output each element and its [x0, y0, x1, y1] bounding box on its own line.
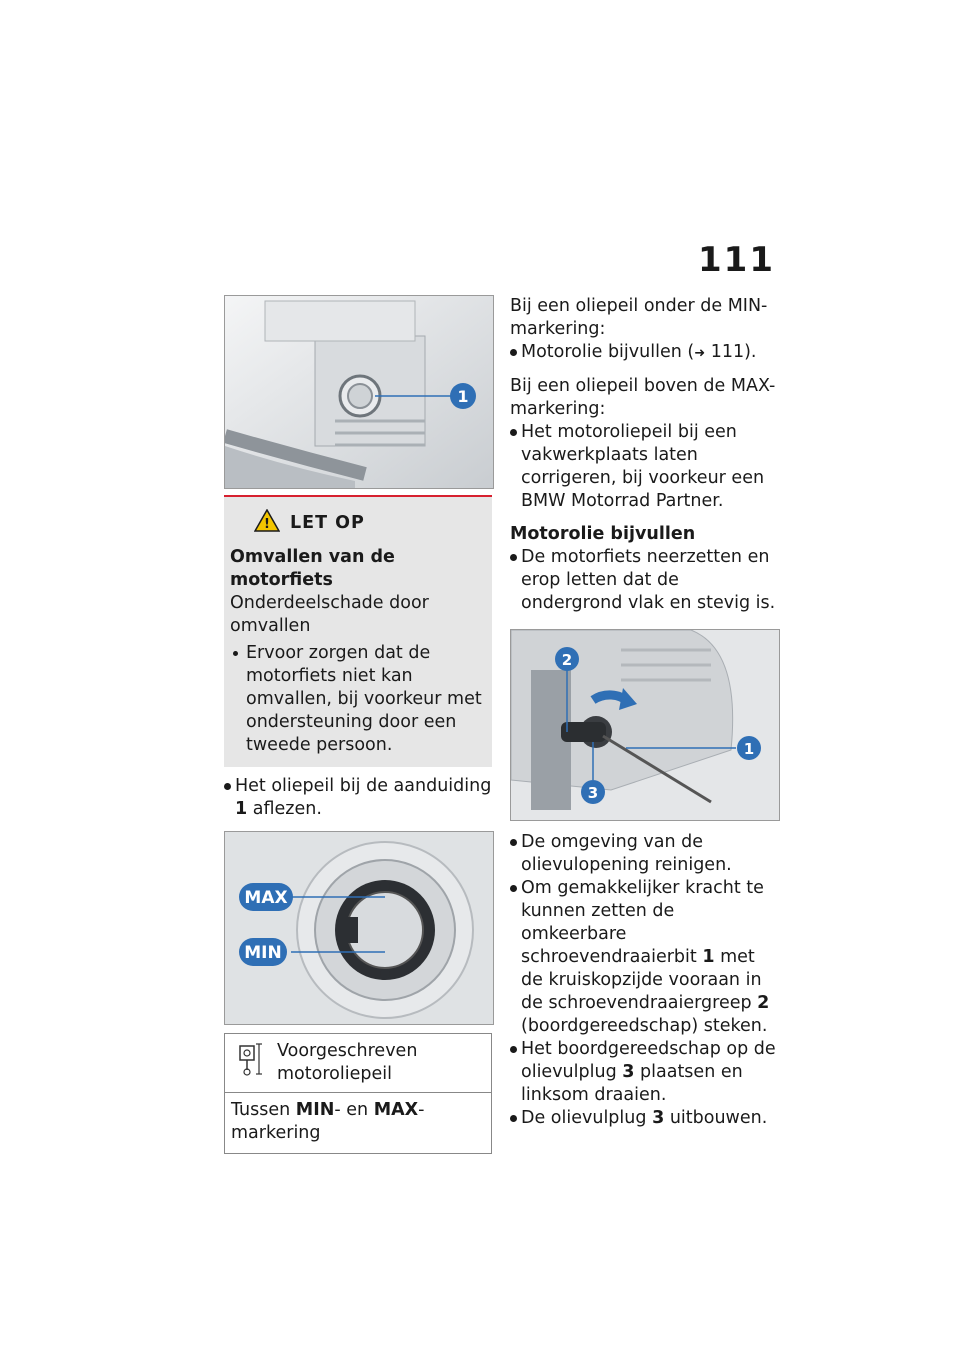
step3-a: Om gemakkelijker kracht te kunnen zetten de omkeerbare schroevendraaierbit [521, 878, 764, 967]
page-number: 111 [698, 240, 775, 280]
filler-plug-figure [510, 629, 780, 821]
step-insert-bit [510, 877, 782, 1038]
warning-panel [224, 495, 492, 767]
spec-value-pre: Tussen [231, 1100, 291, 1120]
spec-label: Voorgeschreven motoroliepeil [277, 1041, 418, 1084]
warning-title: LET OP [290, 512, 365, 533]
min-label: MIN [244, 943, 282, 963]
step3-ref2: 2 [757, 993, 770, 1013]
fig1-callout: 1 [457, 387, 469, 406]
step-park: De motorfiets neerzetten en erop letten dat de ondergrond vlak en stevig is. [510, 546, 782, 615]
step5-ref: 3 [652, 1108, 665, 1128]
spec-value [225, 1093, 491, 1153]
step5-a: De olievulplug [521, 1108, 647, 1128]
step-turn-plug [510, 1038, 782, 1107]
below-min-action [510, 341, 782, 365]
spec-table [224, 1033, 492, 1154]
step3-b: met de kruiskopzijde vooraan in de schroevendraaiergreep [521, 947, 762, 1013]
step-remove-plug [510, 1107, 782, 1130]
above-max-action: Het motoroliepeil bij een vakwerkplaats laten corrigeren, bij voorkeur een BMW Motorrad Partner. [510, 421, 782, 513]
step4-a: Het boordgereedschap op de olievulplug [521, 1039, 776, 1082]
sightglass-closeup-figure [224, 831, 494, 1025]
warning-bullet: Ervoor zorgen dat de motorfiets niet kan omvallen, bij voorkeur met ondersteuning door een tweede persoon. [230, 642, 484, 757]
svg-text:!: ! [264, 517, 270, 532]
below-min-ref: 111). [710, 342, 757, 362]
below-min-condition: Bij een oliepeil onder de MIN-markering: [510, 296, 768, 339]
below-min-action-text: Motorolie bijvullen ( [521, 342, 695, 362]
section-title: Motorolie bijvullen [510, 524, 696, 544]
oil-level-icon [237, 1040, 263, 1086]
step3-ref1: 1 [702, 947, 715, 967]
engine-oil-sightglass-figure [224, 295, 494, 489]
read-level-tail: aflezen. [252, 799, 322, 819]
max-label: MAX [244, 888, 288, 908]
step3-c: (boordgereedschap) steken. [521, 1016, 768, 1036]
read-level-step [224, 775, 492, 821]
step-clean: De omgeving van de olievulopening reinigen. [510, 831, 782, 877]
fig3-callout-1: 1 [743, 740, 755, 758]
left-column [224, 295, 492, 1154]
spec-value-post: -markering [231, 1100, 425, 1143]
warning-subject: Omvallen van de motorfiets [230, 547, 395, 590]
step5-b: uitbouwen. [669, 1108, 768, 1128]
read-level-text: Het oliepeil bij de aanduiding [235, 776, 492, 796]
step4-b: plaatsen en linksom draaien. [521, 1062, 743, 1105]
spec-value-mid: - en [334, 1100, 369, 1120]
spec-value-min: MIN [295, 1100, 335, 1120]
spec-value-max: MAX [373, 1100, 419, 1120]
warning-description: Onderdeelschade door omvallen [230, 593, 429, 636]
above-max-condition: Bij een oliepeil boven de MAX-markering: [510, 376, 776, 419]
right-column [510, 295, 782, 1130]
warning-triangle-icon [254, 509, 280, 536]
page-ref-arrow-icon: ➜ [694, 346, 706, 361]
read-level-ref: 1 [235, 799, 248, 819]
fig3-callout-2: 2 [561, 651, 573, 669]
fig3-callout-3: 3 [587, 784, 599, 802]
step4-ref: 3 [622, 1062, 635, 1082]
